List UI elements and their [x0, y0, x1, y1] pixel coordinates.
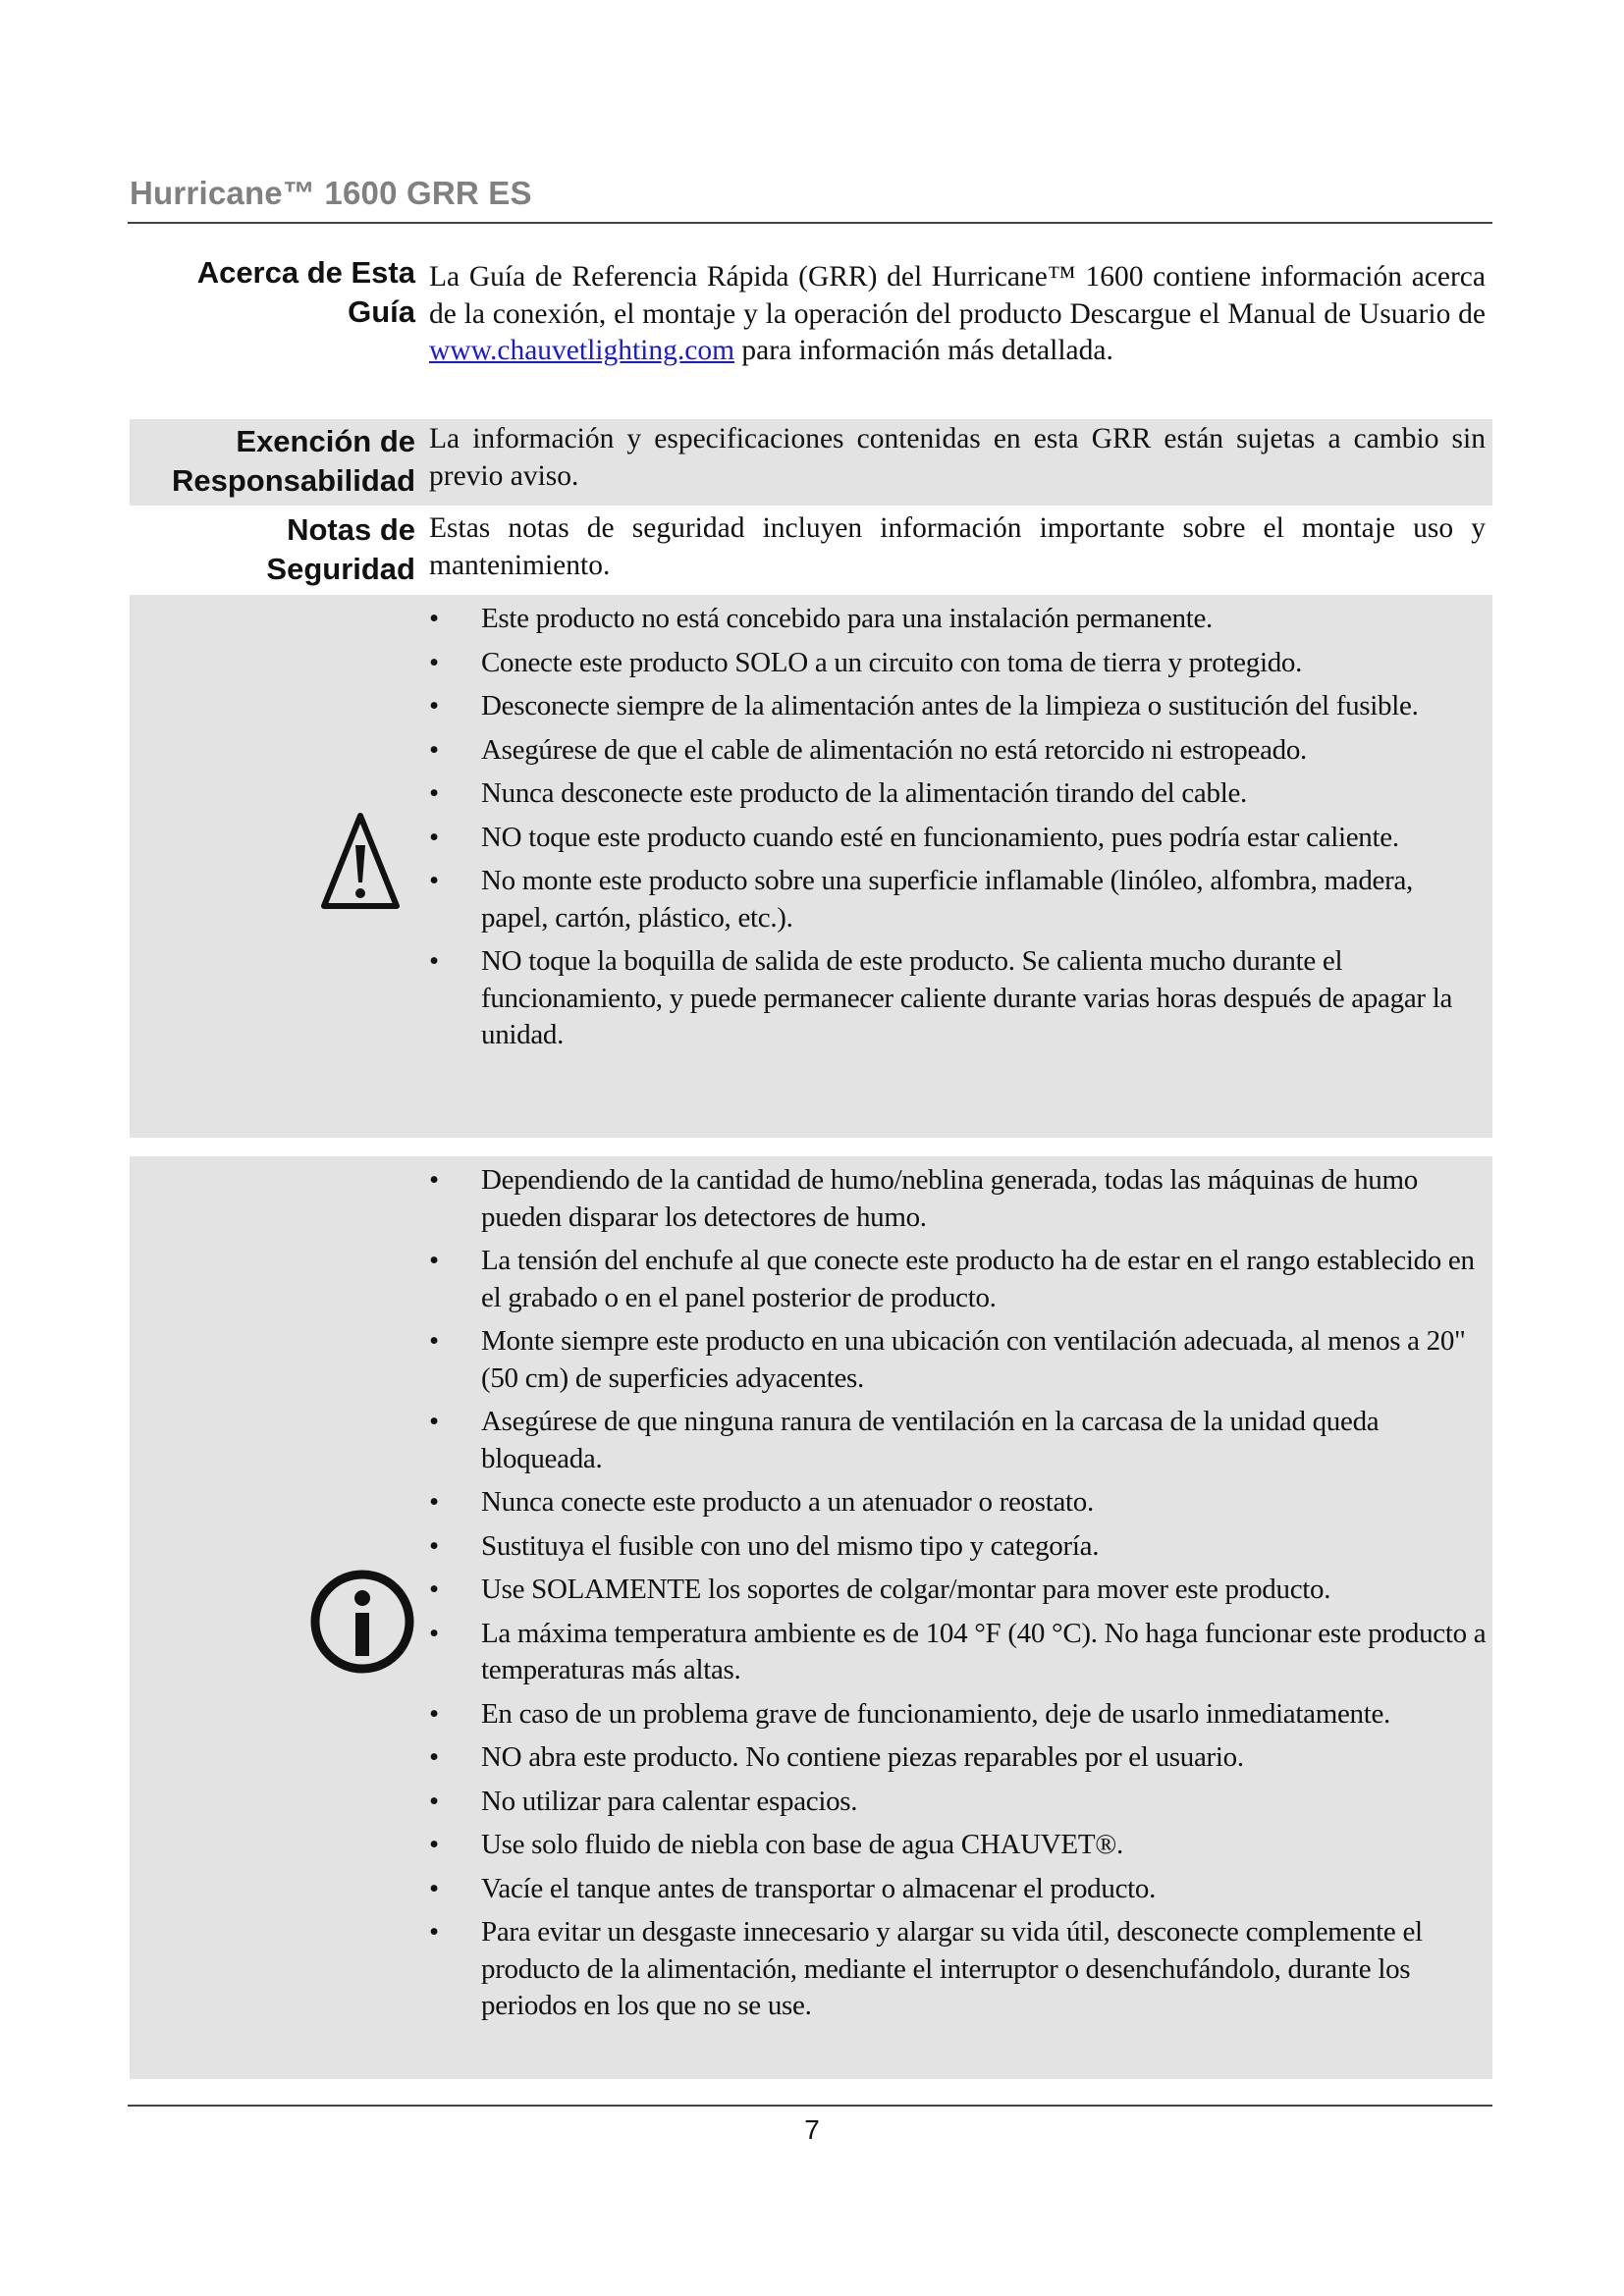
- info-item: • Use SOLAMENTE los soportes de colgar/montar para mover este producto.: [429, 1574, 1331, 1605]
- disclaimer-label-line2: Responsabilidad: [171, 463, 415, 498]
- info-item: • Use solo fluido de niebla con base de agua CHAUVET®.: [429, 1829, 1123, 1860]
- info-item: • Sustituya el fusible con uno del mismo tipo y categoría.: [429, 1529, 1100, 1562]
- warning-list: [429, 601, 1494, 1054]
- safety-intro-text: Estas notas de seguridad incluyen información importante sobre el montaje uso y mantenimiento.: [429, 512, 1486, 581]
- safety-label-line1: Notas de: [287, 512, 415, 547]
- disclaimer-label: [131, 422, 415, 501]
- page-number: 7: [804, 2114, 820, 2145]
- info-item: • Vacíe el tanque antes de transportar o almacenar el producto.: [429, 1872, 1157, 1904]
- about-label-line1: Acerca de Esta: [196, 255, 415, 290]
- about-label: [131, 253, 415, 332]
- info-item: • NO abra este producto. No contiene piezas reparables por el usuario.: [429, 1741, 1244, 1773]
- about-text-end: para información más detallada.: [734, 335, 1113, 366]
- info-item: • Monte siempre este producto en una ubicación con ventilación adecuada, al menos a 20" (50 cm) de superficies adyacentes.: [429, 1325, 1466, 1394]
- info-item: • Asegúrese de que ninguna ranura de ventilación en la carcasa de la unidad queda bloqueada.: [429, 1406, 1380, 1474]
- about-text: [429, 259, 1486, 370]
- warning-item: • Desconecte siempre de la alimentación antes de la limpieza o sustitución del fusible.: [429, 690, 1419, 721]
- info-item: • Nunca conecte este producto a un atenuador o reostato.: [429, 1486, 1094, 1518]
- info-item: • Para evitar un desgaste innecesario y alargar su vida útil, desconecte complemente el producto de la alimentación, mediante el interruptor o desenchufándolo, durante los periodos en los que no se use.: [429, 1916, 1423, 2021]
- warning-item: • NO toque la boquilla de salida de este producto. Se calienta mucho durante el funcionamiento, y puede permanecer caliente durante varias horas después de apagar la unidad.: [429, 945, 1453, 1050]
- disclaimer-text: La información y especificaciones contenidas en esta GRR están sujetas a cambio sin previo aviso.: [429, 423, 1486, 492]
- info-list: [429, 1162, 1494, 2025]
- page-header-title: Hurricane™ 1600 GRR ES: [130, 175, 532, 211]
- warning-item: • Este producto no está concebido para una instalación permanente.: [429, 603, 1213, 634]
- footer-divider: [128, 2105, 1492, 2107]
- warning-item: • NO toque este producto cuando esté en funcionamiento, pues podría estar caliente.: [429, 821, 1399, 853]
- safety-label-line2: Seguridad: [266, 552, 415, 586]
- header-divider: [128, 222, 1492, 224]
- warning-item: • Asegúrese de que el cable de alimentación no está retorcido ni estropeado.: [429, 733, 1308, 766]
- warning-triangle-icon: [320, 812, 401, 917]
- chauvet-website-link[interactable]: www.chauvetlighting.com: [429, 335, 735, 366]
- warning-item: • Conecte este producto SOLO a un circuito con toma de tierra y protegido.: [429, 646, 1303, 678]
- disclaimer-label-line1: Exención de: [236, 424, 415, 458]
- safety-label: [131, 510, 415, 589]
- info-item: • La máxima temperatura ambiente es de 104 °F (40 °C). No haga funcionar este producto a temperaturas más altas.: [429, 1617, 1487, 1685]
- info-circle-icon: [307, 1567, 417, 1682]
- warning-item: • Nunca desconecte este producto de la alimentación tirando del cable.: [429, 777, 1247, 809]
- warning-item: • No monte este producto sobre una superficie inflamable (linóleo, alfombra, madera, papel, cartón, plástico, etc.).: [429, 865, 1413, 934]
- info-item: • Dependiendo de la cantidad de humo/neblina generada, todas las máquinas de humo pueden disparar los detectores de humo.: [429, 1164, 1418, 1233]
- info-item: • La tensión del enchufe al que conecte este producto ha de estar en el rango establecido en el grabado o en el panel posterior de producto.: [429, 1245, 1475, 1313]
- about-text-start: La Guía de Referencia Rápida (GRR) del Hurricane™ 1600 contiene información acerca de la conexión, el montaje y la operación del producto Descargue el Manual de Usuario de: [429, 261, 1486, 330]
- info-item: • No utilizar para calentar espacios.: [429, 1785, 858, 1817]
- info-item: • En caso de un problema grave de funcionamiento, deje de usarlo inmediatamente.: [429, 1697, 1390, 1730]
- about-label-line2: Guía: [348, 294, 415, 329]
